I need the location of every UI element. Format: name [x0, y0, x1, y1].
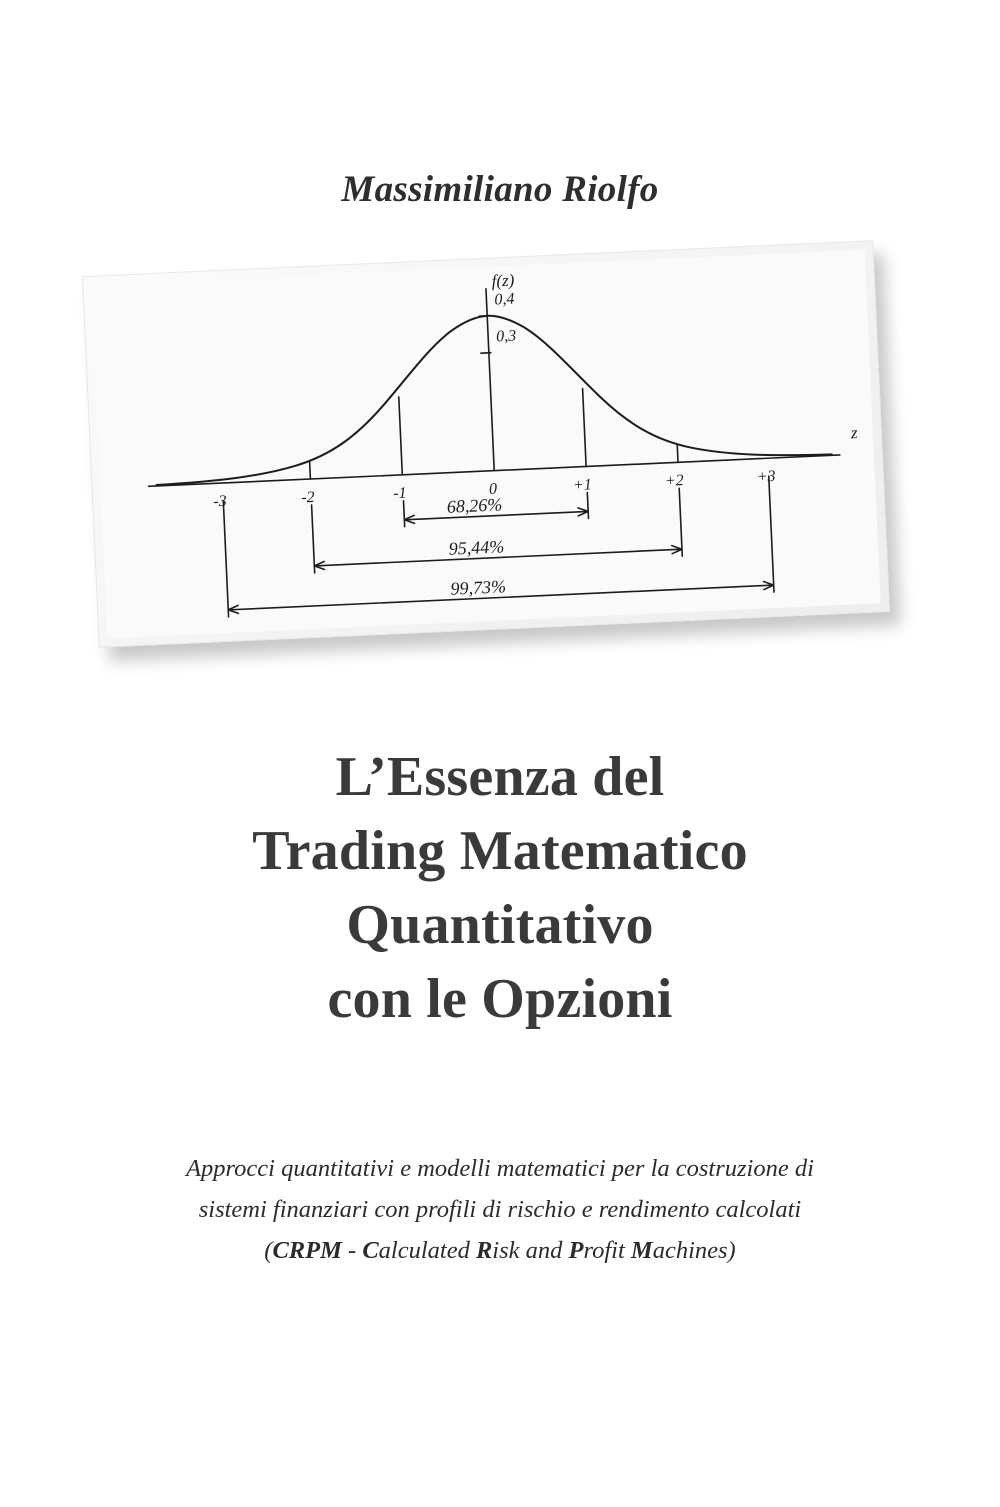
dropline-pos2	[677, 444, 678, 462]
subtitle-line-2: sistemi finanziari con profili di rischio e rendimento calcolati	[198, 1196, 802, 1223]
acronym-isk: isk and	[492, 1237, 569, 1264]
acronym-crpm: CRPM	[272, 1237, 342, 1264]
title-line-4: con le Opzioni	[327, 968, 673, 1030]
figure-inner	[91, 250, 880, 639]
gaussian-distribution-chart	[91, 250, 880, 639]
subtitle-line-1: Approcci quantitativi e modelli matematici per la costruzione di	[186, 1155, 814, 1182]
xtick-label-neg2: -2	[300, 488, 315, 507]
xtick-label-pos3: +3	[756, 467, 776, 486]
xtick-label-pos1: +1	[572, 476, 593, 495]
dropline-pos1	[583, 389, 587, 467]
acronym-m: M	[630, 1237, 653, 1264]
xtick-label-neg3: -3	[212, 492, 228, 511]
subtitle-line-3	[120, 1230, 880, 1271]
figure-card	[82, 240, 890, 648]
acronym-alculated: alculated	[378, 1237, 476, 1264]
cover-figure	[90, 258, 910, 678]
acronym-rofit: rofit	[583, 1237, 631, 1264]
title-line-1: L’Essenza del	[335, 746, 665, 808]
acronym-achines: achines)	[652, 1237, 736, 1264]
acronym-r: R	[475, 1237, 493, 1264]
dropline-neg1	[399, 397, 403, 475]
ytick-label-04: 0,4	[494, 290, 515, 309]
acronym-open: (	[264, 1237, 273, 1264]
book-subtitle	[120, 1148, 880, 1271]
annotation-99: 99,73%	[450, 576, 507, 599]
acronym-c: C	[362, 1237, 379, 1264]
xtick-label-neg1: -1	[392, 484, 407, 503]
annotation-68: 68,26%	[446, 494, 503, 517]
axis-label-x: z	[850, 423, 858, 443]
acronym-dash: -	[341, 1237, 363, 1264]
acronym-p: P	[568, 1237, 584, 1264]
book-title	[0, 740, 1000, 1036]
title-line-3: Quantitativo	[346, 894, 654, 956]
author-name: Massimiliano Riolfo	[341, 169, 659, 210]
xtick-label-pos2: +2	[664, 472, 685, 490]
axis-label-y: f(z)	[491, 270, 515, 291]
ytick-label-03: 0,3	[495, 327, 517, 346]
xtick-label-zero: 0	[488, 480, 498, 498]
dropline-neg2	[310, 461, 311, 479]
title-line-2: Trading Matematico	[252, 820, 748, 882]
annotation-95: 95,44%	[448, 536, 505, 559]
